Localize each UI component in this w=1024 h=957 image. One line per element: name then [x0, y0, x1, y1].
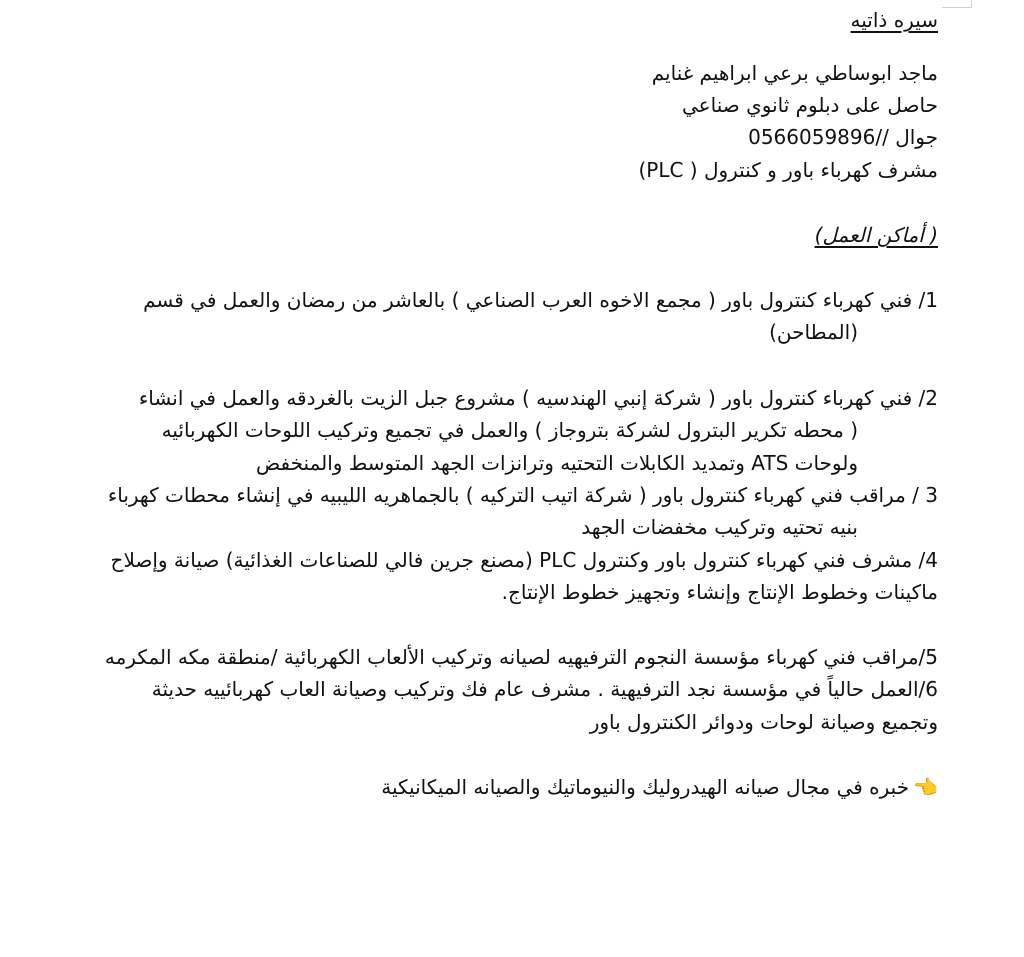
- experience-5-line-1: 5/مراقب فني كهرباء مؤسسة النجوم الترفيهيه لصيانه وتركيب الألعاب الكهربائية /منطقة مكه المكرمه: [104, 645, 938, 669]
- phone-number: 0566059896//: [748, 125, 889, 149]
- position: مشرف كهرباء باور و كنترول ( PLC): [638, 158, 938, 182]
- experience-2-line-2: ( محطه تكرير البترول لشركة بتروجاز ) والعمل في تجميع وتركيب اللوحات الكهربائيه: [161, 418, 858, 442]
- experience-3-line-1: 3 / مراقب فني كهرباء كنترول باور ( شركة اتيب التركيه ) بالجماهريه الليبيه في إنشاء محطات كهرباء: [107, 483, 938, 507]
- person-name: ماجد ابوساطي برعي ابراهيم غنايم: [651, 61, 938, 85]
- experience-1-line-2: (المطاحن): [769, 320, 858, 344]
- experience-2-line-1: 2/ فني كهرباء كنترول باور ( شركة إنبي الهندسيه ) مشروع جبل الزيت بالغردقه والعمل في انشاء: [138, 386, 938, 410]
- experience-4-line-1: 4/ مشرف فني كهرباء كنترول باور وكنترول PLC (مصنع جرين فالي للصناعات الغذائية) صيانة وإصلاح: [110, 548, 938, 572]
- phone-label: جوال: [895, 125, 938, 149]
- experience-2-line-3: ولوحات ATS وتمديد الكابلات التحتيه وترانزات الجهد المتوسط والمنخفض: [256, 451, 858, 475]
- experience-6-line-2: وتجميع وصيانة لوحات ودوائر الكنترول باور: [589, 710, 938, 734]
- page-corner-marker: [942, 0, 972, 8]
- skills-line: [381, 771, 938, 803]
- experience-6-line-1: 6/العمل حالياً في مؤسسة نجد الترفيهية . مشرف عام فك وتركيب وصيانة العاب كهربائييه حديثة: [151, 677, 938, 701]
- experience-1-line-1: 1/ فني كهرباء كنترول باور ( مجمع الاخوه العرب الصناعي ) بالعاشر من رمضان والعمل في قسم: [143, 288, 938, 312]
- experience-4-line-2: ماكينات وخطوط الإنتاج وإنشاء وتجهيز خطوط الإنتاج.: [501, 580, 938, 604]
- skills-text: خبره في مجال صيانه الهيدروليك والنيوماتيك والصيانه الميكانيكية: [381, 775, 910, 799]
- document-title: سيره ذاتيه: [850, 8, 938, 32]
- experience-3-line-2: بنيه تحتيه وتركيب مخفضات الجهد: [581, 515, 858, 539]
- education: حاصل على دبلوم ثانوي صناعي: [682, 93, 938, 117]
- pointing-hand-icon: 👈: [913, 775, 938, 799]
- workplaces-heading: ( أماكن العمل): [814, 223, 938, 247]
- phone-line: [748, 121, 938, 153]
